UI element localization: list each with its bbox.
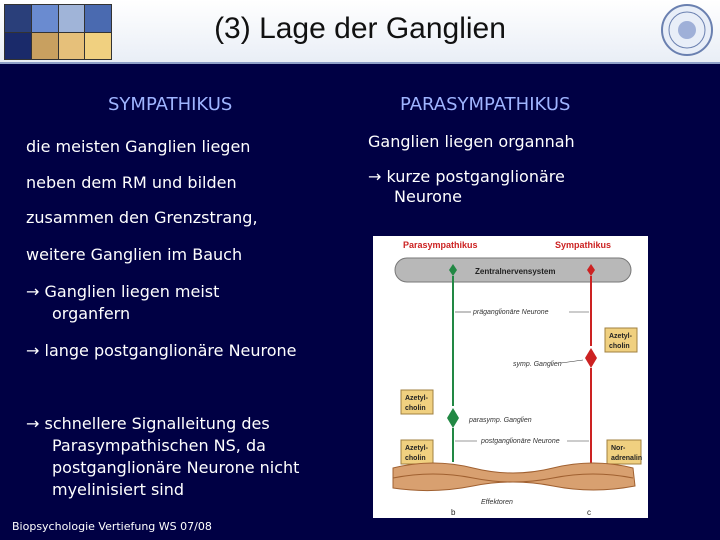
parasym-text-line-1: Ganglien liegen organnah <box>368 132 575 151</box>
diagram-label-sym-gang: symp. Ganglien <box>513 361 562 368</box>
title-bar <box>0 0 720 64</box>
svg-text:Nor-: Nor- <box>611 445 626 452</box>
arrow-icon: → <box>368 167 382 186</box>
sym-text-line-2: neben dem RM und bilden <box>26 173 237 192</box>
sym-bullet-2: → lange postganglionäre Neurone <box>26 341 297 360</box>
svg-text:adrenalin: adrenalin <box>611 455 643 462</box>
svg-text:cholin: cholin <box>405 405 426 412</box>
sym-bullet-3: → schnellere Signalleitung des Parasympathischen NS, da postganglionäre Neurone nicht myelinisiert sind <box>26 414 300 499</box>
diagram-label-b: b <box>451 508 456 517</box>
header-collage-image <box>4 4 112 60</box>
diagram-label-parasym-gang: parasymp. Ganglien <box>469 417 532 424</box>
svg-text:cholin: cholin <box>405 455 426 462</box>
arrow-icon: → <box>26 341 40 360</box>
svg-text:cholin: cholin <box>609 343 630 350</box>
sym-text-line-3: zusammen den Grenzstrang, <box>26 208 258 227</box>
diagram-label-pregang: präganglionäre Neurone <box>473 309 549 316</box>
parasym-bullet-1: → kurze postganglionäre Neurone <box>368 167 565 206</box>
nervous-system-diagram <box>373 236 648 518</box>
sym-text-line-4: weitere Ganglien im Bauch <box>26 245 243 264</box>
diagram-label-cns: Zentralnervensystem <box>475 267 556 276</box>
arrow-icon: → <box>26 414 40 433</box>
svg-text:Azetyl-: Azetyl- <box>405 395 428 402</box>
arrow-icon: → <box>26 282 40 301</box>
sym-bullet-1: → Ganglien liegen meist organfern <box>26 282 220 323</box>
svg-text:Azetyl-: Azetyl- <box>609 333 632 340</box>
diagram-label-parasympathikus: Parasympathikus <box>403 240 478 250</box>
diagram-label-effektoren: Effektoren <box>481 499 513 506</box>
diagram-label-sympathikus: Sympathikus <box>555 240 612 250</box>
svg-text:Azetyl-: Azetyl- <box>405 445 428 452</box>
footer-text: Biopsychologie Vertiefung WS 07/08 <box>12 520 212 533</box>
university-seal-icon <box>660 3 714 57</box>
diagram-label-c: c <box>587 508 591 517</box>
slide-title: (3) Lage der Ganglien <box>214 12 506 45</box>
parasympathikus-heading: PARASYMPATHIKUS <box>400 94 571 115</box>
sym-text-line-1: die meisten Ganglien liegen <box>26 137 251 156</box>
diagram-label-postgang: postganglionäre Neurone <box>481 438 560 445</box>
sympathikus-heading: SYMPATHIKUS <box>108 94 233 115</box>
